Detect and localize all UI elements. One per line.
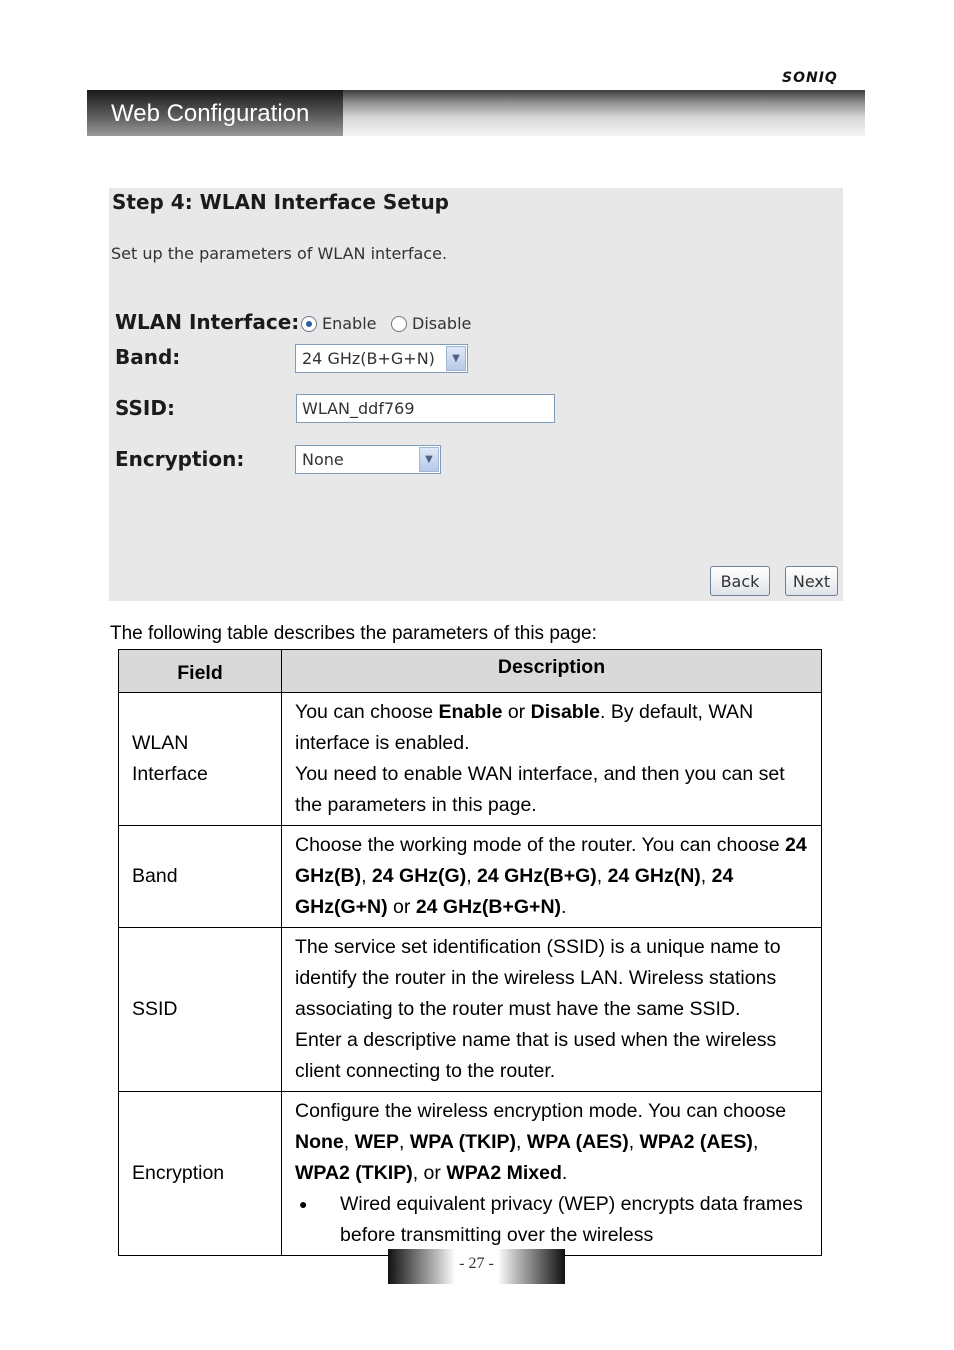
disable-radio[interactable] <box>391 316 407 332</box>
page-number: - 27 - <box>459 1255 494 1272</box>
header-description: Description <box>282 650 822 693</box>
field-cell: Encryption <box>119 1092 282 1256</box>
next-button[interactable]: Next <box>785 566 838 596</box>
description-paragraph: Enter a descriptive name that is used when the wireless client connecting to the router. <box>295 1029 777 1082</box>
field-cell: Band <box>119 826 282 928</box>
chevron-down-icon: ▼ <box>419 447 439 472</box>
header-field: Field <box>119 650 282 693</box>
enable-label: Enable <box>322 314 377 333</box>
field-cell: WLAN Interface <box>119 693 282 826</box>
intro-text: The following table describes the parameters of this page: <box>110 623 597 644</box>
description-cell <box>282 928 822 1092</box>
bullet-text: Wired equivalent privacy (WEP) encrypts data frames before transmitting over the wireless <box>340 1193 803 1246</box>
disable-radio-option[interactable] <box>391 314 471 333</box>
description-cell <box>282 1092 822 1256</box>
table-row <box>119 928 822 1092</box>
description-paragraph: Choose the working mode of the router. You can choose 24 GHz(B), 24 GHz(G), 24 GHz(B+G), 24 GHz(N), 24 GHz(G+N) or 24 GHz(B+G+N). <box>295 834 807 918</box>
section-title: Web Configuration <box>111 100 310 127</box>
band-select[interactable] <box>295 344 468 373</box>
disable-label: Disable <box>412 314 472 333</box>
table-row <box>119 826 822 928</box>
description-paragraph: You need to enable WAN interface, and then you can set the parameters in this page. <box>295 763 785 816</box>
step-subtitle: Set up the parameters of WLAN interface. <box>111 244 448 263</box>
enable-radio[interactable] <box>301 316 317 332</box>
description-cell <box>282 826 822 928</box>
table-row <box>119 1092 822 1256</box>
encryption-label: Encryption: <box>115 447 245 471</box>
step-title: Step 4: WLAN Interface Setup <box>112 190 450 214</box>
ssid-input[interactable]: WLAN_ddf769 <box>296 394 555 423</box>
band-label: Band: <box>115 345 181 369</box>
chevron-down-icon: ▼ <box>446 346 466 371</box>
field-cell: SSID <box>119 928 282 1092</box>
encryption-select[interactable] <box>295 445 441 474</box>
ssid-label: SSID: <box>115 396 175 420</box>
description-paragraph: Configure the wireless encryption mode. You can choose None, WEP, WPA (TKIP), WPA (AES), WPA2 (AES), WPA2 (TKIP), or WPA2 Mixed. <box>295 1100 787 1184</box>
bullet-icon: ● <box>299 1196 308 1212</box>
enable-radio-option[interactable] <box>301 314 377 333</box>
parameters-table <box>118 649 822 1256</box>
band-select-value: 24 GHz(B+G+N) <box>302 349 435 368</box>
description-paragraph: You can choose Enable or Disable. By default, WAN interface is enabled. <box>295 701 754 754</box>
table-header-row <box>119 650 822 693</box>
wlan-interface-label: WLAN Interface: <box>115 310 300 334</box>
description-cell <box>282 693 822 826</box>
back-button[interactable]: Back <box>710 566 770 596</box>
table-row <box>119 693 822 826</box>
description-paragraph: The service set identification (SSID) is a unique name to identify the router in the wireless LAN. Wireless stations associating to the router must have the same SSID. <box>295 936 781 1020</box>
encryption-select-value: None <box>302 450 344 469</box>
brand-logo: SONIQ <box>782 70 838 86</box>
bullet-item <box>295 1189 808 1251</box>
